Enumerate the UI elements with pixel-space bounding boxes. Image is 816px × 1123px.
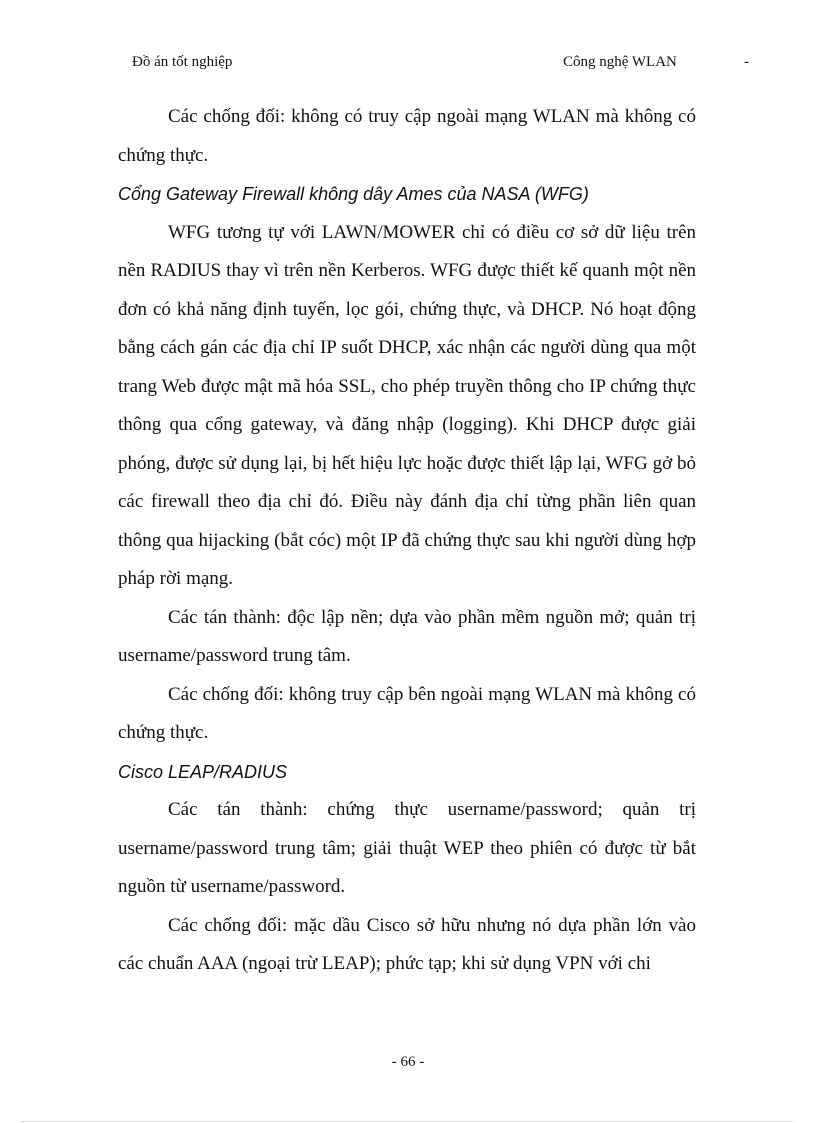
running-header-topic: Công nghệ WLAN	[563, 54, 677, 70]
paragraph-opposition-1: Các chống đối: không có truy cập ngoài mạng WLAN mà không có chứng thực.	[118, 106, 696, 166]
running-header-dash: -	[744, 54, 749, 70]
paragraph-cons-wfg: Các chống đối: không truy cập bên ngoài mạng WLAN mà không có chứng thực.	[118, 683, 696, 743]
document-body	[118, 98, 696, 984]
paragraph-cons-leap: Các chống đối: mặc dầu Cisco sở hữu nhưng nó dựa phần lớn vào các chuẩn AAA (ngoại trừ LEAP); phức tạp; khi sử dụng VPN với chi	[118, 914, 696, 974]
section-heading-cisco-leap: Cisco LEAP/RADIUS	[118, 761, 288, 782]
page-number: - 66 -	[391, 1054, 425, 1070]
running-header-title: Đồ án tốt nghiệp	[132, 54, 233, 70]
paragraph-pros-wfg: Các tán thành: độc lập nền; dựa vào phần mềm nguồn mở; quản trị username/password trung tâm.	[118, 606, 696, 666]
page-bottom-rule	[22, 1121, 794, 1122]
paragraph-pros-leap: Các tán thành: chứng thực username/password; quản trị username/password trung tâm; giải thuật WEP theo phiên có được từ bắt nguồn từ username/password.	[118, 799, 696, 897]
section-heading-nasa-wfg: Cổng Gateway Firewall không dây Ames của NASA (WFG)	[118, 184, 589, 204]
paragraph-wfg-description: WFG tương tự với LAWN/MOWER chỉ có điều cơ sở dữ liệu trên nền RADIUS thay vì trên nền Kerberos. WFG được thiết kế quanh một nền đơn có khả năng định tuyến, lọc gói, chứng thực, và DHCP. Nó hoạt động bằng cách gán các địa chỉ IP suốt DHCP, xác nhận các người dùng qua một trang Web được mật mã hóa SSL, cho phép truyền thông cho IP chứng thực thông qua cổng gateway, và đăng nhập (logging). Khi DHCP được giải phóng, được sử dụng lại, bị hết hiệu lực hoặc được thiết lập lại, WFG gở bỏ các firewall theo địa chỉ đó. Điều này đánh địa chỉ từng phần liên quan thông qua hijacking (bắt cóc) một IP đã chứng thực sau khi người dùng hợp pháp rời mạng.	[118, 221, 696, 589]
